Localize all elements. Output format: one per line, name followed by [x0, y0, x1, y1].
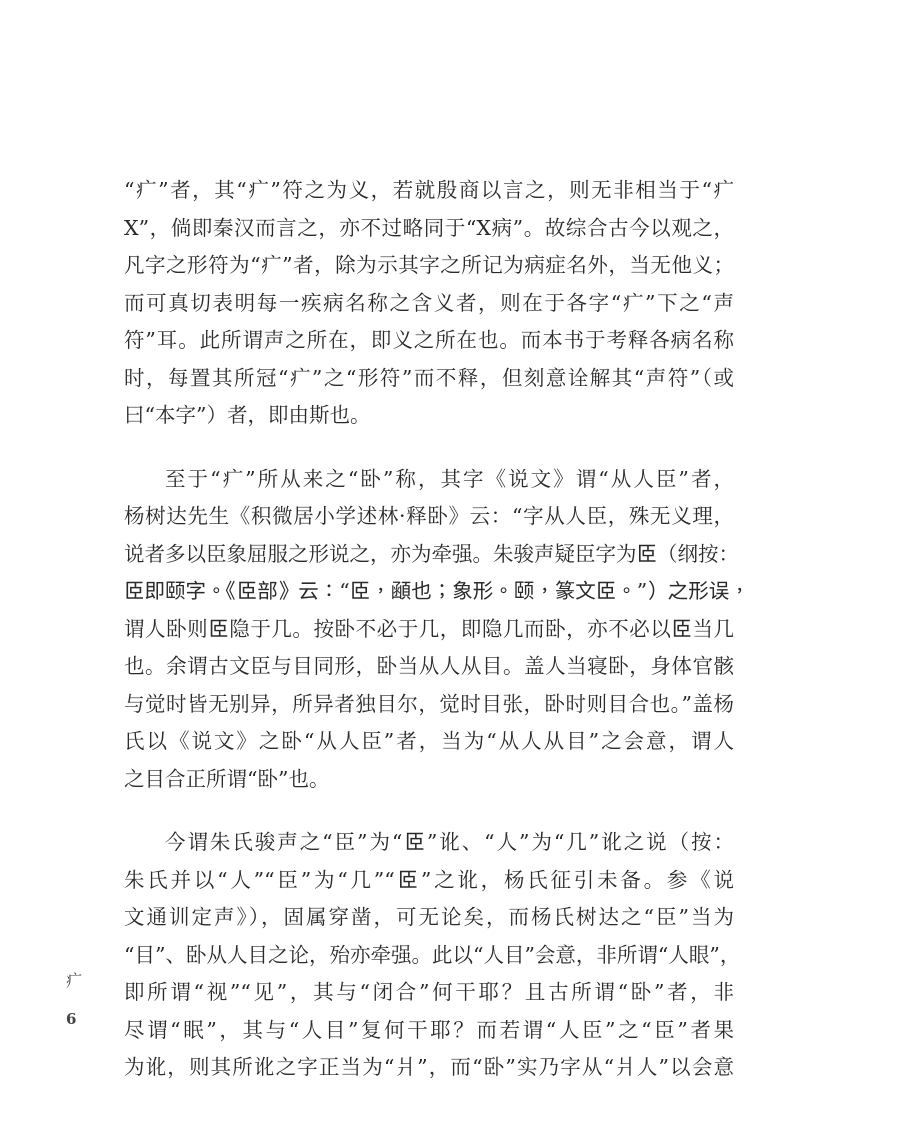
paragraph-spacer	[124, 435, 734, 461]
text-line: 与觉时皆无别异，所异者独目尔，觉时目张，卧时则目合也。”盖杨	[124, 691, 734, 716]
text-line: 文通训定声》），固属穿凿，可无论矣，而杨氏树达之“臣”当为	[124, 905, 734, 929]
paragraph-spacer	[124, 798, 734, 824]
text-line: 时，每置其所冠“疒”之“形符”而不释，但刻意诠解其“声符”（或	[124, 365, 734, 390]
text-line: 尽谓“眠”，其与“人目”复何干耶？而若谓“人臣”之“臣”者果	[124, 1017, 734, 1042]
page-number: 6	[66, 1010, 77, 1028]
text-line: 说者多以臣象屈服之形说之，亦为牵强。朱骏声疑臣字为𦣞（纲按：	[124, 541, 739, 566]
text-line: 至于“疒”所从来之“卧”称，其字《说文》谓“从人臣”者，	[165, 466, 734, 491]
text-line: 也。余谓古文臣与目同形，卧当从人从目。盖人当寝卧，身体官骸	[124, 654, 734, 678]
text-line: 之目合正所谓“卧”也。	[124, 766, 330, 791]
text-line: 而可真切表明每一疾病名称之含义者，则在于各字“疒”下之“声	[124, 290, 734, 315]
text-line: 为讹，则其所讹之字正当为“爿”，而“卧”实乃字从“爿人”以会意	[124, 1055, 734, 1079]
text-line: 凡字之形符为“疒”者，除为示其字之所记为病症名外，当无他义；	[124, 253, 734, 277]
text-line: 氏以《说文》之卧“从人臣”者，当为“从人从目”之会意，谓人	[124, 729, 734, 753]
paragraph-2	[124, 461, 750, 799]
text-line: 符”耳。此所谓声之所在，即义之所在也。而本书于考释各病名称	[124, 328, 734, 352]
text-line: X”，倘即秦汉而言之，亦不过略同于“X病”。故综合古今以观之，	[124, 215, 734, 240]
paragraph-1	[124, 172, 734, 435]
text-line: 曰“本字”）者，即由斯也。	[124, 403, 371, 427]
text-line: 即所谓“视”“见”，其与“闭合”何干耶？且古所谓“卧”者，非	[124, 980, 734, 1004]
text-line: “疒”者，其“疒”符之为义，若就殷商以言之，则无非相当于“疒	[124, 178, 734, 202]
text-line: 今谓朱氏骏声之“臣”为“𦣞”讹、“人”为“几”讹之说（按：	[165, 830, 734, 854]
text-line: 朱氏并以“人”“臣”为“几”“𦣞”之讹，杨氏征引未备。参《说	[124, 867, 734, 892]
text-line: 杨树达先生《积微居小学述林·释卧》云：“字从人臣，殊无义理，	[124, 504, 734, 528]
page-body	[124, 172, 750, 1087]
paragraph-3	[124, 824, 741, 1087]
text-line: 谓人卧则𦣞隐于几。按卧不必于几，即隐几而卧，亦不必以𦣞当几	[124, 616, 734, 641]
running-head: 疒	[66, 971, 83, 990]
text-line: 𦣞即颐字。《𦣞部》云：“𦣞，顄也；象形。颐，篆文𦣞。”）之形误，	[124, 579, 750, 603]
text-line: “目”、卧从人目之论，殆亦牵强。此以“人目”会意，非所谓“人眼”，	[124, 942, 741, 967]
